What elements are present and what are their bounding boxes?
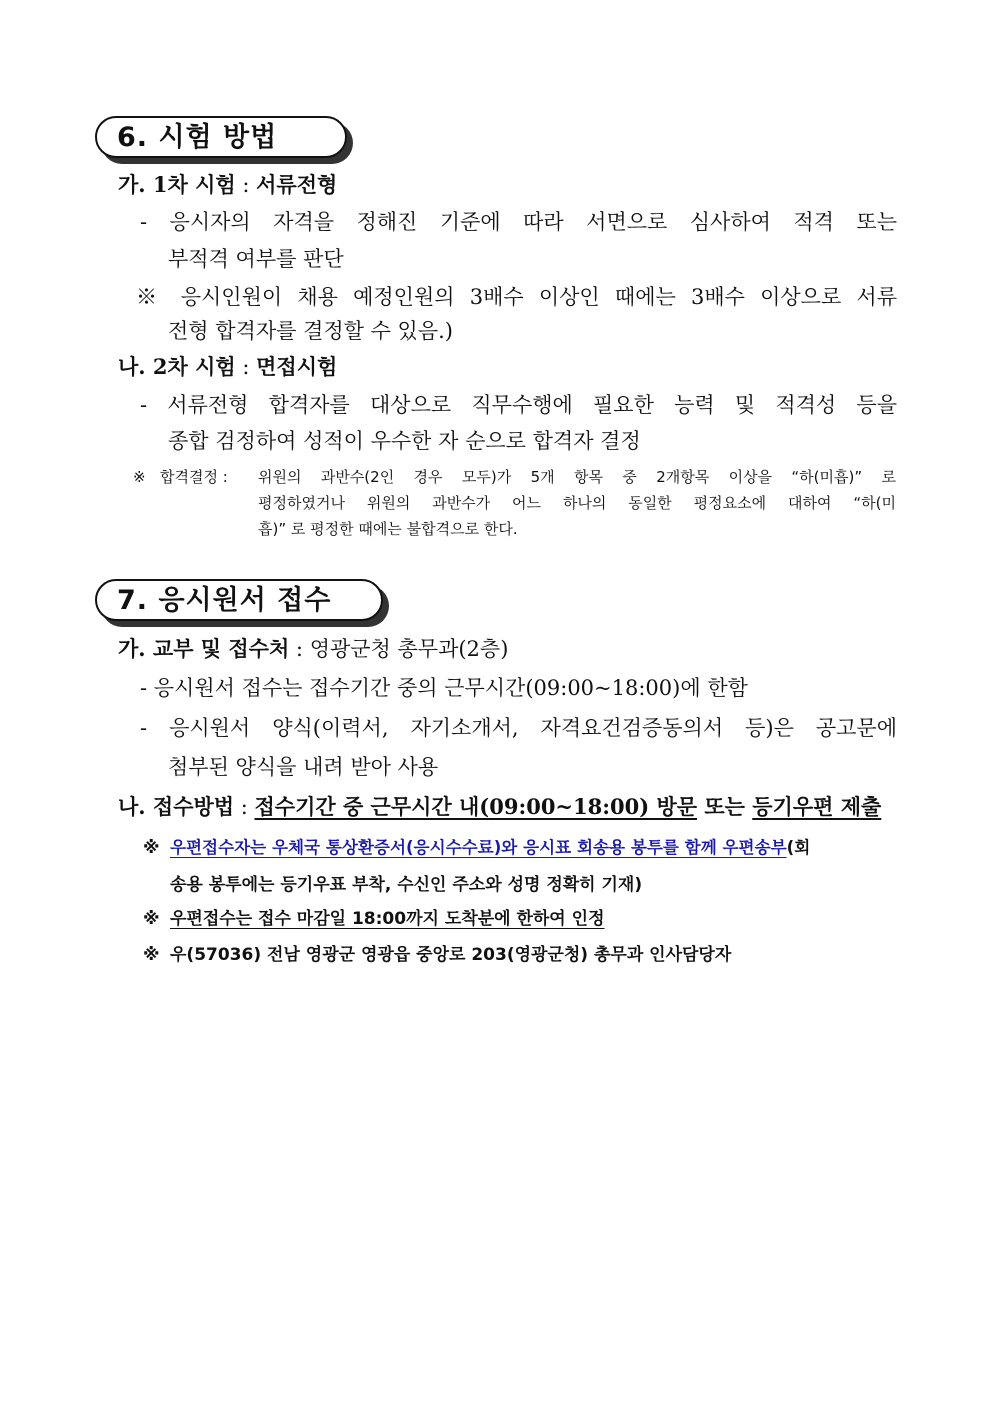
section-6-a-line-1: - 응시자의 자격을 정해진 기준에 따라 서면으로 심사하여 적격 또는: [140, 210, 897, 234]
section-6-title: 6. 시험 방법: [95, 116, 347, 158]
section-6-b-note-line-2: 평정하였거나 위원의 과반수가 어느 하나의 동일한 평정요소에 대하여 “하(미: [258, 494, 896, 512]
section-7-item-b-heading: [118, 792, 881, 822]
section-6-b-note-label: 합격결정 :: [160, 468, 228, 486]
section-7-a-line-3: 첨부된 양식을 내려 받아 사용: [168, 755, 439, 779]
section-7-a-line-2: - 응시원서 양식(이력서, 자기소개서, 자격요건검증동의서 등)은 공고문에: [140, 716, 897, 740]
heading-separator: :: [235, 355, 257, 379]
heading-separator: :: [234, 795, 255, 819]
note-3-mark: ※: [143, 945, 160, 965]
heading-value: 영광군청 총무과(2층): [309, 637, 509, 661]
note-3-text: 우(57036) 전남 영광군 영광읍 중앙로 203(영광군청) 총무과 인사담당자: [170, 945, 732, 965]
section-6-b-note-line-1: 위원의 과반수(2인 경우 모두)가 5개 항목 중 2개항목 이상을 “하(미흡)” 로: [258, 468, 896, 486]
section-6-b-line-2: 종합 검정하여 성적이 우수한 자 순으로 합격자 결정: [168, 429, 641, 453]
note-2-text: 우편접수는 접수 마감일 18:00까지 도착분에 한하여 인정: [170, 909, 605, 929]
note-1-line-1: [170, 833, 810, 863]
note-1-blue-text: 우편접수자는 우체국 통상환증서(응시수수료)와 응시표 회송용 봉투를 함께 우편송부: [170, 838, 787, 857]
section-6-a-note-1: ※ 응시인원이 채용 예정인원의 3배수 이상인 때에는 3배수 이상으로 서류: [136, 285, 897, 309]
section-7-item-a-heading: [118, 634, 508, 664]
submission-mail-text: 등기우편 제출: [752, 794, 882, 819]
section-7-header: [95, 579, 383, 621]
submission-or-text: 또는: [697, 794, 753, 819]
heading-label: 나. 접수방법: [118, 794, 235, 819]
note-1-mark: ※: [143, 838, 160, 858]
note-1-line-2: 송용 봉투에는 등기우표 부착, 수신인 주소와 성명 정확히 기재): [170, 875, 643, 895]
section-6-a-line-2: 부적격 여부를 판단: [168, 247, 344, 271]
section-6-b-line-1: - 서류전형 합격자를 대상으로 직무수행에 필요한 능력 및 적격성 등을: [140, 393, 897, 417]
section-6-item-a-heading: [118, 170, 337, 200]
heading-separator: :: [235, 173, 257, 197]
note-1-rest-text: (회: [786, 838, 811, 857]
heading-label: 가. 교부 및 접수처: [118, 636, 290, 661]
heading-label: 가. 1차 시험: [118, 172, 236, 197]
note-2-mark: ※: [143, 909, 160, 929]
heading-separator: :: [289, 637, 310, 661]
section-6-b-note-mark: ※: [133, 468, 146, 486]
heading-label: 나. 2차 시험: [118, 354, 236, 379]
heading-value: 서류전형: [256, 172, 338, 197]
submission-visit-text: 접수기간 중 근무시간 내(09:00~18:00) 방문: [254, 794, 698, 819]
section-6-a-note-2: 전형 합격자를 결정할 수 있음.): [168, 319, 454, 343]
section-6-item-b-heading: [118, 352, 337, 382]
section-6-header: [95, 116, 347, 158]
section-6-b-note-line-3: 흡)” 로 평정한 때에는 불합격으로 한다.: [258, 520, 518, 538]
section-7-title: 7. 응시원서 접수: [95, 579, 383, 621]
heading-value: 면접시험: [256, 354, 338, 379]
section-7-a-line-1: - 응시원서 접수는 접수기간 중의 근무시간(09:00~18:00)에 한함: [140, 676, 748, 700]
